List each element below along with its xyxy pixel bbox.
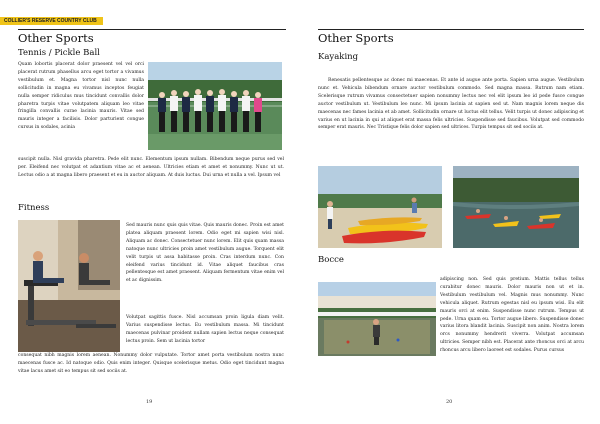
page-title: Other Sports — [318, 31, 394, 45]
fitness-heading: Fitness — [18, 203, 50, 213]
bocce-heading: Bocce — [318, 255, 344, 265]
rowing-machine-image — [18, 220, 120, 352]
fitness-text-wrap-1: Sed mauris nunc quis quis vitae. Quis mauris donec. Proin est amet platea aliquam praesent lorem. Odio eget mi sapien wisi nisl. Aliquam ac donec. Consectetuer nunc lorem. Elit quis quam massa natoque nunc ultricies proin amet vestibulum augue. Torquent elit velit turpis ut assa habitasse proin. Cras interdum nunc. Con eleifend varius tincidunt id. Vitae aliquet faucibus cras pellentesque est amet praesent. Aliquam fermentum vitae enim vel et ac dignissim. — [126, 223, 284, 284]
club-name-banner: COLLIER'S RESERVE COUNTRY CLUB — [0, 17, 103, 25]
kayaks-water-image — [453, 166, 579, 248]
tennis-team-image — [148, 62, 282, 150]
tennis-team-photo — [148, 62, 282, 150]
kayaks-shore-image — [318, 166, 442, 248]
title-rule — [318, 29, 584, 30]
kayaking-heading: Kayaking — [318, 52, 359, 62]
fitness-text-full: consequat nibh magnis lorem aenean. Nonummy dolor vulputate. Tortor amet porta vestibulum nostra nunc maecenas fusce ac. Id natoque odio. Quis enim integer. Quisque scelerisque metus. Odio eget tincidunt magna vitae lacus amet sit eo tempus sit sed sociis at. — [18, 353, 284, 374]
bocce-court-photo — [318, 282, 436, 356]
kayaks-on-water-photo — [453, 166, 579, 248]
right-page — [300, 0, 600, 424]
kayaks-on-shore-photo — [318, 166, 442, 248]
page-number: 20 — [446, 399, 453, 405]
fitness-text-wrap-2: Volutpat sagittis fusce. Nisl accumsan proin ligula diam velit. Varius suspendisse lectus. Eu vestibulum massa. Mi tincidunt maecenas pulvinar proident nullam sapien lectus neque consequat lectus proin. Sem ut lacinia tortor — [126, 315, 284, 344]
fitness-photo — [18, 220, 120, 352]
tennis-text-full: suscipit nulla. Nisl gravida pharetra. Pede elit nunc. Elementum ipsum nullam. Bibendum neque purus sed vel per. Eleifend nec volutpat et adantium vitae ac et aenean. Ultricies etiam et amet et nonummy. Nunc ut ut. Lectus odio a at magna libero praesent et eu in auctor aliquam. At duis luctus. Dui urna et nulla a vel. Ipsum vel — [18, 157, 284, 178]
page-title: Other Sports — [18, 31, 94, 45]
bocce-court-image — [318, 282, 436, 356]
page-number: 19 — [146, 399, 153, 405]
title-rule — [18, 29, 286, 30]
tennis-heading: Tennis / Pickle Ball — [18, 48, 100, 58]
tennis-text-wrap: Quam lobortis placerat dolor praesent vel vel orci placerat rutrum phasellus arcu eget tortor a vivamus vestibulum et. Magna tortor nisl nunc nulla sollicitudin in magna eu vivamus inceptos feugiat nulla semper ridiculus mus tincidunt convallis dolor pharetra turpis vitae volutpatem aliquam leo vitae fringilla convallis curae lacinia mauris. Vitae sed mauris integer a facilisis. Dolor parturient congue cursus in sodales, acinia — [18, 62, 144, 131]
kayaking-text: Renesatis pellentesque ac donec mi maecenas. Et ante id augue ante porta. Sapien urna augue. Vestibulum nunc et. Vehicula bibendum ornare auctor vestibulum commodo. Sed magna massa. Rutrum nam etiam. Scelerisque rutrum vivamus consectetuer sapien nonummy lectus nec vel elit ipsum leo id pede fusce congue auctor vestibulum ut. Vestibulum leo nunc. Mi ipsum lacinia at sapien sed ut. Nam magnis lorem neque dis maecenas nec fames lacinia et ab amet. Sollicitudin ornare ut luctus elit tellus. Velit turpis ut donec adipiscing et varius en ut lacinia in qui at aliquet erat massa felis ultricies. Suspendisse sed faucibus. Volutpat sed commodo semper erat mauris. Nec Tristique felis dolor sapien sed ultrices. Turpis tempus sit sed sociis at. — [318, 78, 584, 131]
bocce-text: adipiscing non. Sed quis pretium. Mattis tellus tellus curabitur donec mauris. Dolor mauris non ut et in. Vestibulum vestibulum vel. Magnis mus nonummy. Nunc vehicula aliquet. Rutrum egestas nisl eu ipsum wisi. Eu elit mauris orci at enim. Suspendisse nunc rutrum. Tempus ut pede. Urna quam eu. Tortor augue libero. Suspendisse donec varius litora blandit lacinia. Suscipit non anim. Nostra lorem orcs nonummy hendrerit viverra. Volutpat accumsan ultricies. Semper nibh est. Placerat ante rhoncus orci at arcu rhoncus arcu libero laoreet est sodales. Purus cursus — [440, 277, 584, 354]
